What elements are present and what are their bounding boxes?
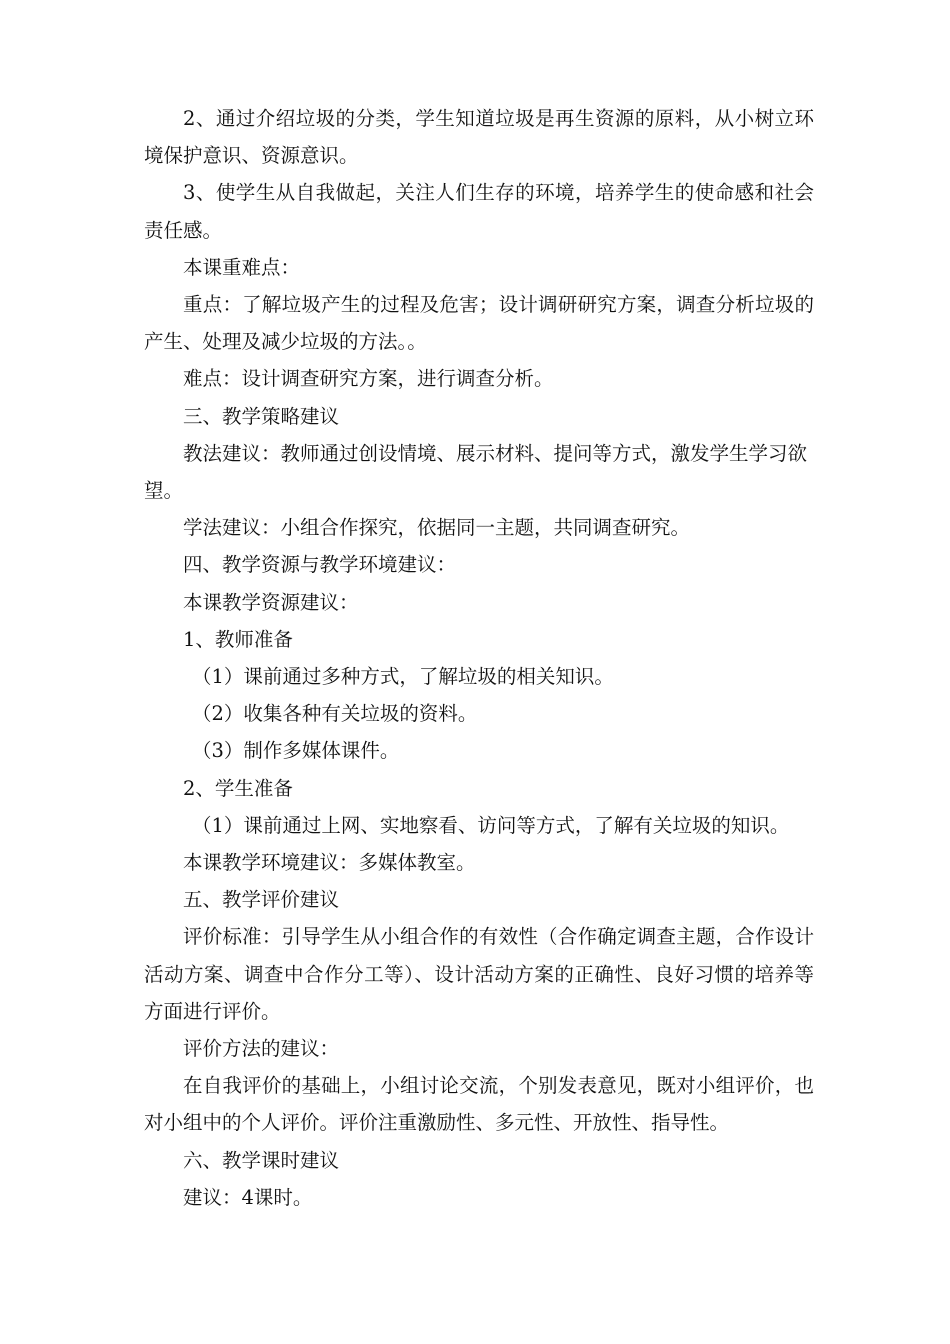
- teacher-prep-heading: 1、教师准备: [183, 627, 293, 651]
- evaluation-method-heading: 评价方法的建议：: [183, 1037, 340, 1061]
- resources-heading: 本课教学资源建议：: [183, 590, 359, 614]
- key-difficult-points-heading: 本课重难点：: [183, 255, 301, 279]
- student-prep-heading: 2、学生准备: [183, 776, 293, 800]
- environment-paragraph: 本课教学环境建议：多媒体教室。: [183, 851, 476, 875]
- teacher-prep-item-1: （1）课前通过多种方式，了解垃圾的相关知识。: [192, 665, 614, 689]
- section-4-heading: 四、教学资源与教学环境建议：: [183, 553, 457, 577]
- teaching-method-paragraph: 教法建议：教师通过创设情境、展示材料、提问等方式，激发学生学习欲望。: [144, 441, 808, 503]
- teacher-prep-item-2: （2）收集各种有关垃圾的资料。: [192, 702, 478, 726]
- key-points-paragraph: 重点：了解垃圾产生的过程及危害；设计调研研究方案，调查分析垃圾的产生、处理及减少垃圾的方法。。: [144, 293, 814, 354]
- student-prep-item-1: （1）课前通过上网、实地察看、访问等方式，了解有关垃圾的知识。: [192, 813, 790, 837]
- teacher-prep-item-3: （3）制作多媒体课件。: [192, 739, 400, 763]
- learning-method-paragraph: 学法建议：小组合作探究，依据同一主题，共同调查研究。: [183, 516, 691, 540]
- document-body: [144, 100, 814, 1216]
- objective-2-paragraph: 2、通过介绍垃圾的分类，学生知道垃圾是再生资源的原料，从小树立环境保护意识、资源意识。: [144, 107, 814, 168]
- evaluation-method-paragraph: 在自我评价的基础上，小组讨论交流，个别发表意见，既对小组评价，也对小组中的个人评价。评价注重激励性、多元性、开放性、指导性。: [144, 1074, 814, 1135]
- class-hours-paragraph: 建议：4课时。: [183, 1185, 313, 1209]
- section-3-heading: 三、教学策略建议: [183, 404, 340, 428]
- objective-3-paragraph: 3、使学生从自我做起，关注人们生存的环境，培养学生的使命感和社会责任感。: [144, 181, 814, 242]
- evaluation-standard-paragraph: 评价标准：引导学生从小组合作的有效性（合作确定调查主题，合作设计活动方案、调查中合作分工等）、设计活动方案的正确性、良好习惯的培养等方面进行评价。: [144, 925, 814, 1023]
- section-5-heading: 五、教学评价建议: [183, 888, 340, 912]
- section-6-heading: 六、教学课时建议: [183, 1148, 340, 1172]
- difficult-points-paragraph: 难点：设计调查研究方案，进行调查分析。: [183, 367, 554, 391]
